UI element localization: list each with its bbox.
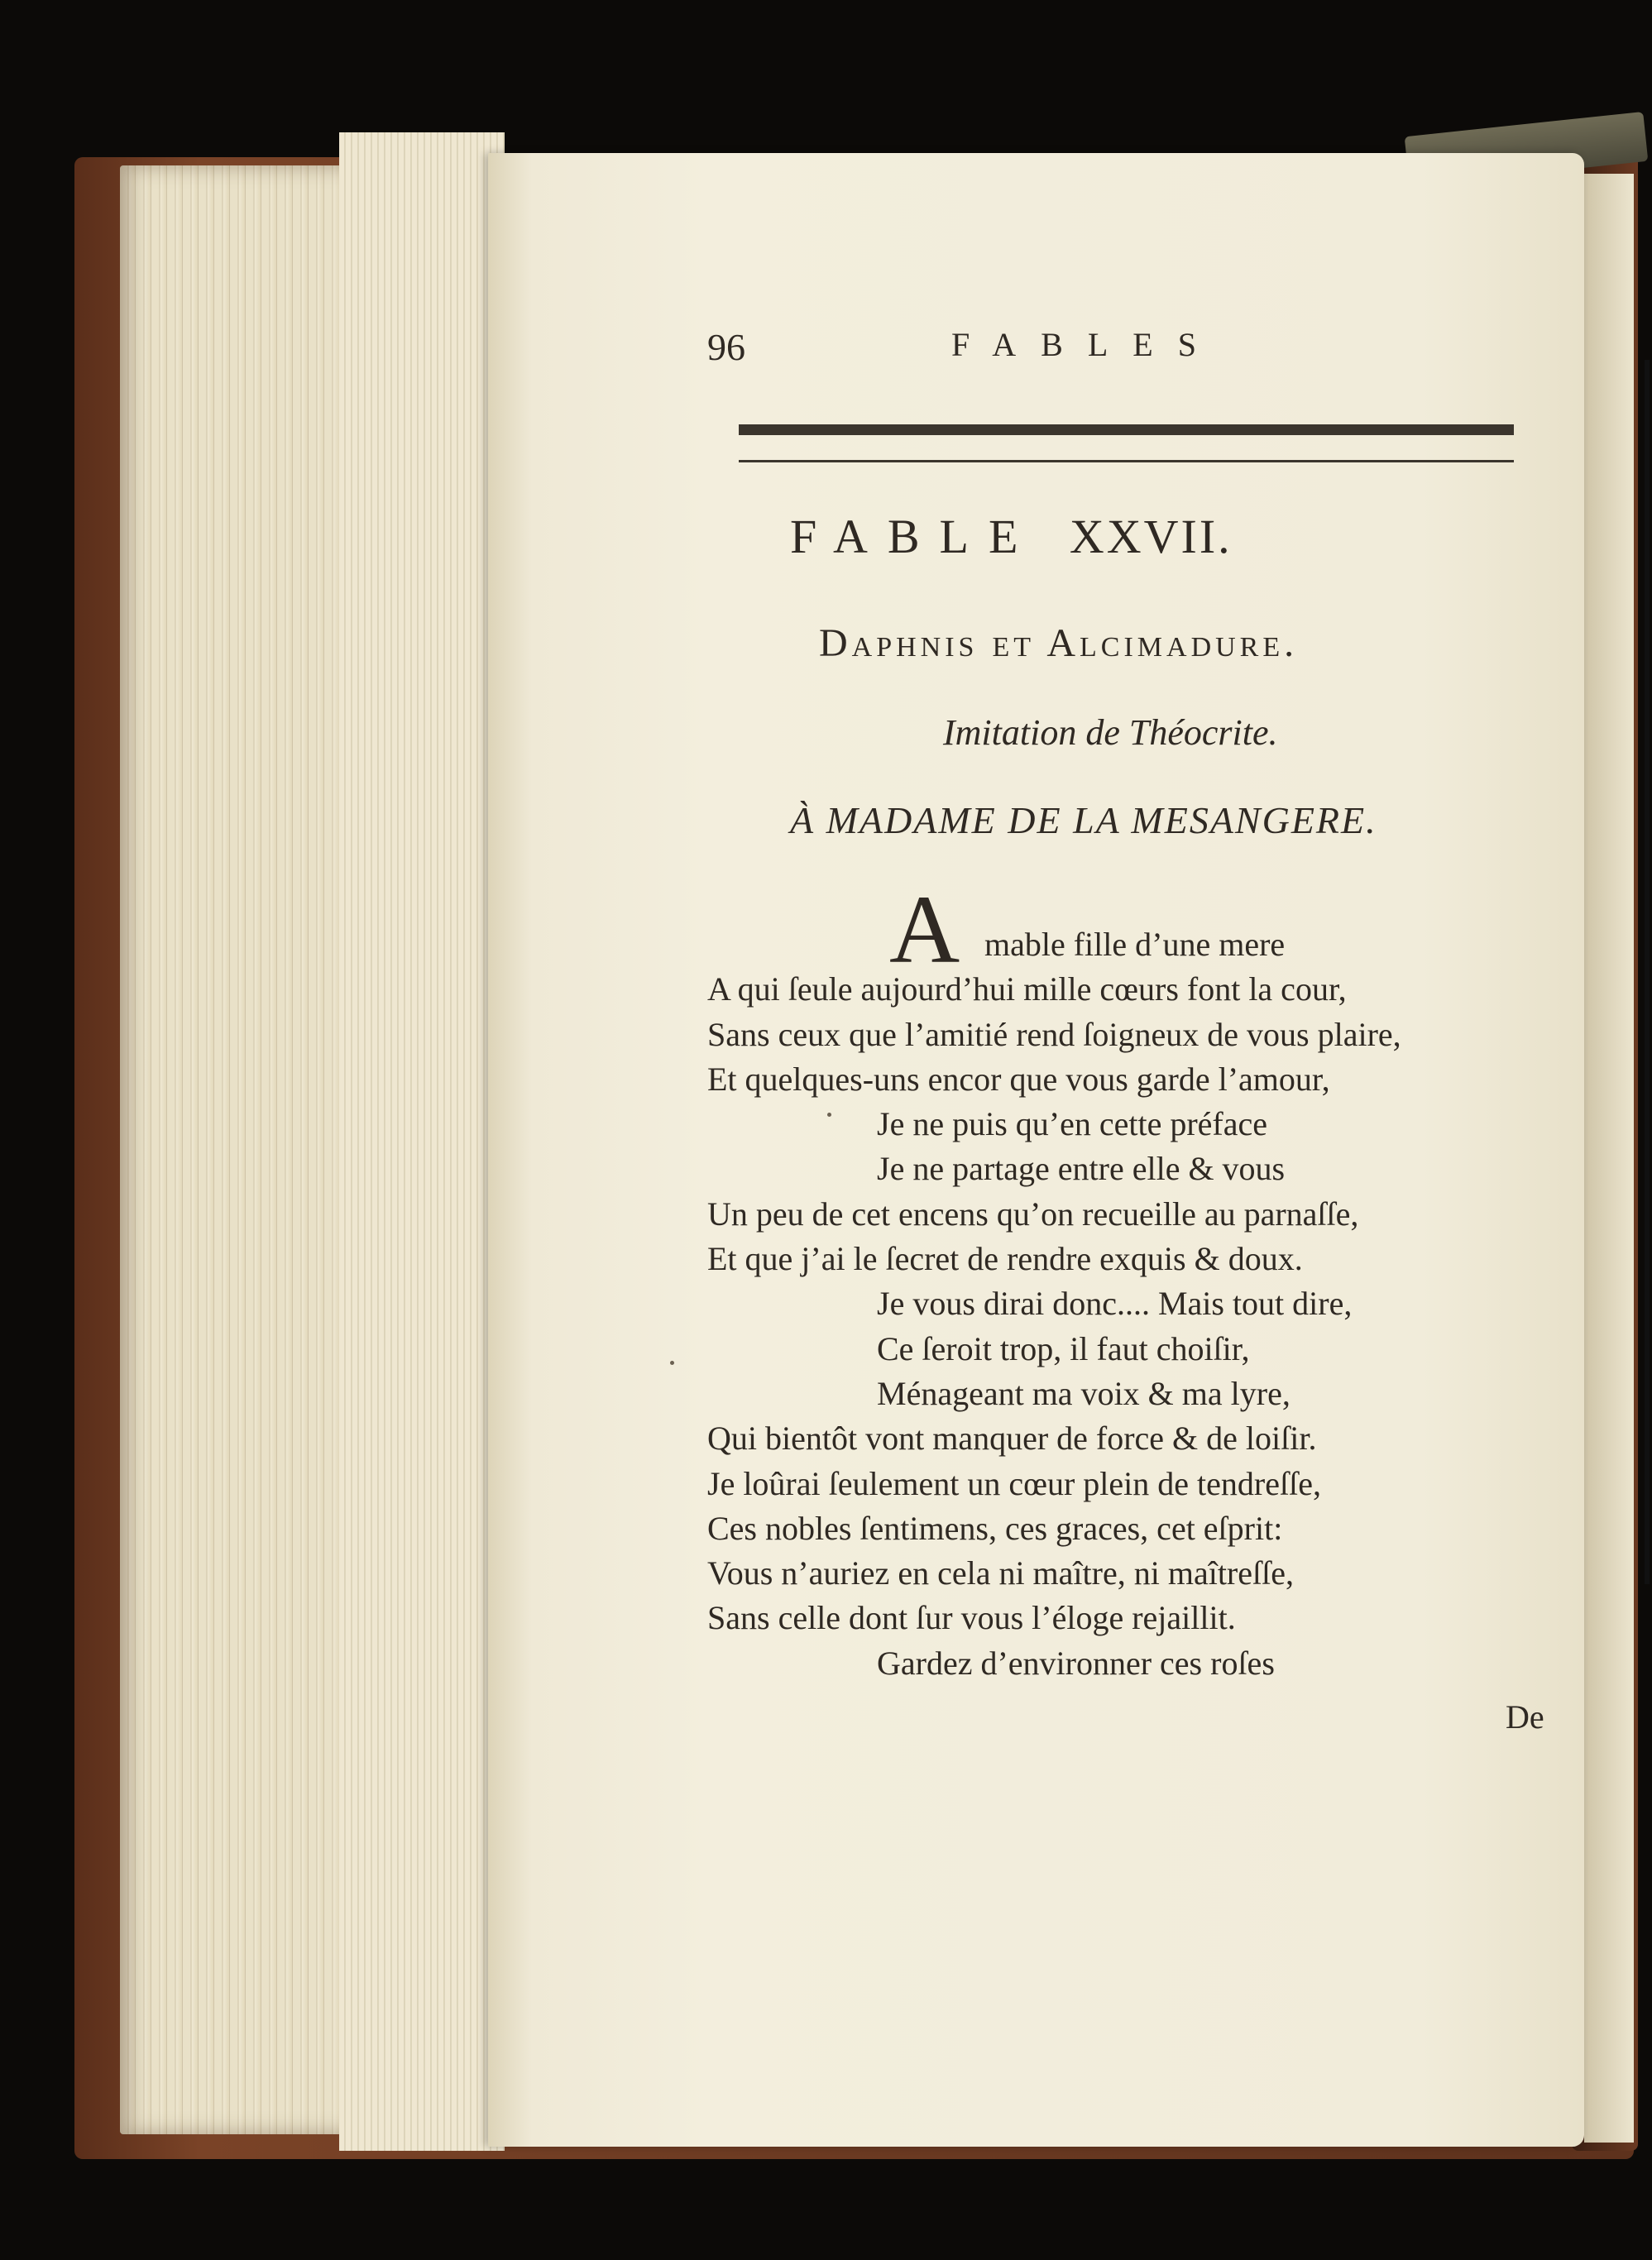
facing-page-rule [1645, 360, 1650, 1584]
verse-line: Vous n’auriez en cela ni maître, ni maîtreſſe, [707, 1554, 1294, 1592]
running-title: FABLES [951, 326, 1221, 363]
ink-speck [827, 1113, 831, 1117]
verse-line: Je ne partage entre elle & vous [877, 1150, 1286, 1188]
fable-label: FABLE [790, 510, 1038, 563]
dedication: À MADAME DE LA MESANGERE. [790, 799, 1377, 841]
header-rule-thin [739, 460, 1514, 462]
facing-page-edge [1584, 174, 1634, 2143]
page-edges-stack-inner [339, 132, 505, 2151]
fable-number: XXVII. [1069, 510, 1233, 563]
fable-heading [790, 509, 1501, 564]
verse-line: Je loûrai ſeulement un cœur plein de tendreſſe, [707, 1464, 1321, 1502]
catchword: De [1506, 1698, 1544, 1736]
verse-line: Un peu de cet encens qu’on recueille au parnaſſe, [707, 1195, 1359, 1233]
fable-subject: Daphnis et Alcimadure. [819, 621, 1299, 665]
verse-line: A qui ſeule aujourd’hui mille cœurs font la cour, [707, 970, 1347, 1008]
verse-line: Et quelques-uns encor que vous garde l’amour, [707, 1060, 1330, 1098]
verse-line: Et que j’ai le ſecret de rendre exquis & doux. [707, 1240, 1303, 1278]
header-rule-thick [739, 424, 1514, 435]
verse-line: Ménageant ma voix & ma lyre, [877, 1374, 1290, 1412]
verse-line: Sans celle dont ſur vous l’éloge rejaillit. [707, 1599, 1236, 1637]
drop-cap: A [889, 875, 960, 984]
ink-speck [670, 1361, 674, 1365]
verse-line: Qui bientôt vont manquer de force & de loiſir. [707, 1420, 1317, 1458]
verse-line: Je vous dirai donc.... Mais tout dire, [877, 1285, 1353, 1323]
page-number: 96 [707, 326, 745, 368]
verse-line: Ces nobles ſentimens, ces graces, cet eſprit: [707, 1509, 1283, 1547]
verse-line: Gardez d’environner ces roſes [877, 1644, 1275, 1682]
verse-line: mable fille d’une mere [984, 926, 1286, 963]
verse-line: Sans ceux que l’amitié rend ſoigneux de vous plaire, [707, 1015, 1401, 1053]
imitation-note: Imitation de Théocrite. [943, 712, 1278, 753]
verse-line: Ce ſeroit trop, il faut choiſir, [877, 1329, 1250, 1367]
verse-block [707, 922, 1584, 1686]
verse-line: Je ne puis qu’en cette préface [877, 1105, 1267, 1143]
